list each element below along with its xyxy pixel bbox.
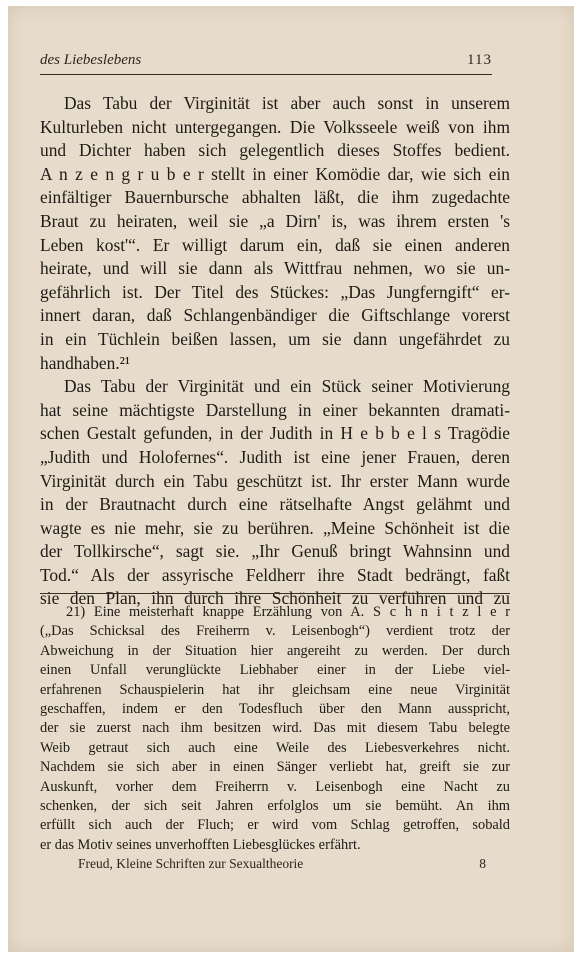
text-line: und Dichter haben sich gelegentlich dieses Stoffes bedient.: [40, 140, 510, 161]
footnote-line: („Das Schicksal des Freiherrn v. Leisenbogh“) verdient trotz der: [40, 623, 510, 640]
text-line: in ein Tüchlein beißen lassen, um sie dann ungefährdet zu: [40, 328, 510, 349]
text-line: heirate, und will sie dann als Wittfrau nehmen, wo sie un-: [40, 258, 510, 279]
text-line: hat seine mächtigste Darstellung in einer bekannten dramati-: [40, 399, 510, 420]
book-page: [8, 6, 574, 952]
footnote: [40, 603, 510, 855]
footnote-line: 21) Eine meisterhaft knappe Erzählung von A. S c h n i t z l e r: [66, 604, 510, 620]
text-line: gefährlich ist. Der Titel des Stückes: „Das Jungferngift“ er-: [40, 281, 510, 302]
text-line: wagte es nie mehr, sie zu berühren. „Meine Schönheit ist die: [40, 517, 510, 538]
text-line: A n z e n g r u b e r stellt in einer Komödie dar, wie sich ein: [40, 163, 510, 184]
footnote-line: einen Unfall verunglückte Liebhaber einer in der Liebe viel-: [40, 662, 510, 679]
text-line: Braut zu heiraten, weil sie „a Dirn' is, was ihrem ersten 's: [40, 210, 510, 231]
footnote-line: Auskunft, vorher dem Freiherrn v. Leisenbogh eine Nacht zu: [40, 778, 510, 795]
footnote-line: erfahrenen Schauspielerin hat ihr gleichsam eine neue Virginität: [40, 681, 510, 698]
footnote-line: schenken, der sich seit Jahren erfolglos um sie bemüht. An ihm: [40, 798, 510, 815]
text-line: innert daran, daß Schlangenbändiger die Giftschlange vorerst: [40, 305, 510, 326]
page-number: 113: [467, 52, 492, 68]
text-line: schen Gestalt gefunden, in der Judith in H e b b e l s Tragödie: [40, 423, 510, 444]
signature-mark: 8: [479, 856, 486, 871]
text-line: einfältiger Bauernbursche abhalten läßt, die ihm zugedachte: [40, 187, 510, 208]
running-title: des Liebeslebens: [40, 52, 142, 68]
text-line: Das Tabu der Virginität und ein Stück seiner Motivierung: [64, 376, 510, 397]
text-line: Leben kost'“. Er willigt darum ein, daß sie einen anderen: [40, 234, 510, 255]
book-title: Freud, Kleine Schriften zur Sexualtheorie: [78, 856, 304, 871]
footnote-line: Weib getraut sich auch eine Weile des Liebesverkehres nicht.: [40, 739, 510, 756]
page-header: [40, 50, 492, 75]
footnote-line: er das Motiv seines unverhofften Liebesglückes erfährt.: [40, 836, 361, 853]
text-line: in der Brautnacht durch eine rätselhafte Angst gelähmt und: [40, 494, 510, 515]
text-line: sie den Plan, ihn durch ihre Schönheit zu verführen und zu: [40, 588, 510, 609]
footnote-line: geschaffen, indem er den Todesfluch über den Mann ausspricht,: [40, 701, 510, 718]
text-line: „Judith und Holofernes“. Judith ist eine jener Frauen, deren: [40, 446, 510, 467]
text-line: handhaben.²¹: [40, 352, 131, 373]
footnote-line: erfüllt sich auch der Fluch; er wird vom Schlag getroffen, sobald: [40, 817, 510, 834]
main-text: [40, 92, 510, 611]
footnote-divider: [40, 593, 510, 594]
footnote-line: der sie zuerst nach ihm besitzen wird. Das mit diesem Tabu belegte: [40, 720, 510, 737]
footnote-line: Nachdem sie sich aber in einen Sänger verliebt hat, greift sie zur: [40, 759, 510, 776]
text-line: Kulturleben nicht untergegangen. Die Volksseele weiß von ihm: [40, 116, 510, 137]
text-line: der Tollkirsche“, sagt sie. „Ihr Genuß bringt Wahnsinn und: [40, 541, 510, 562]
text-line: Tod.“ Als der assyrische Feldherr ihre Stadt bedrängt, faßt: [40, 564, 510, 585]
footnote-line: Abweichung in der Situation hier angereiht zu werden. Der durch: [40, 642, 510, 659]
text-line: Das Tabu der Virginität ist aber auch sonst in unserem: [64, 93, 510, 113]
text-line: Virginität durch ein Tabu geschützt ist. Ihr erster Mann wurde: [40, 470, 510, 491]
